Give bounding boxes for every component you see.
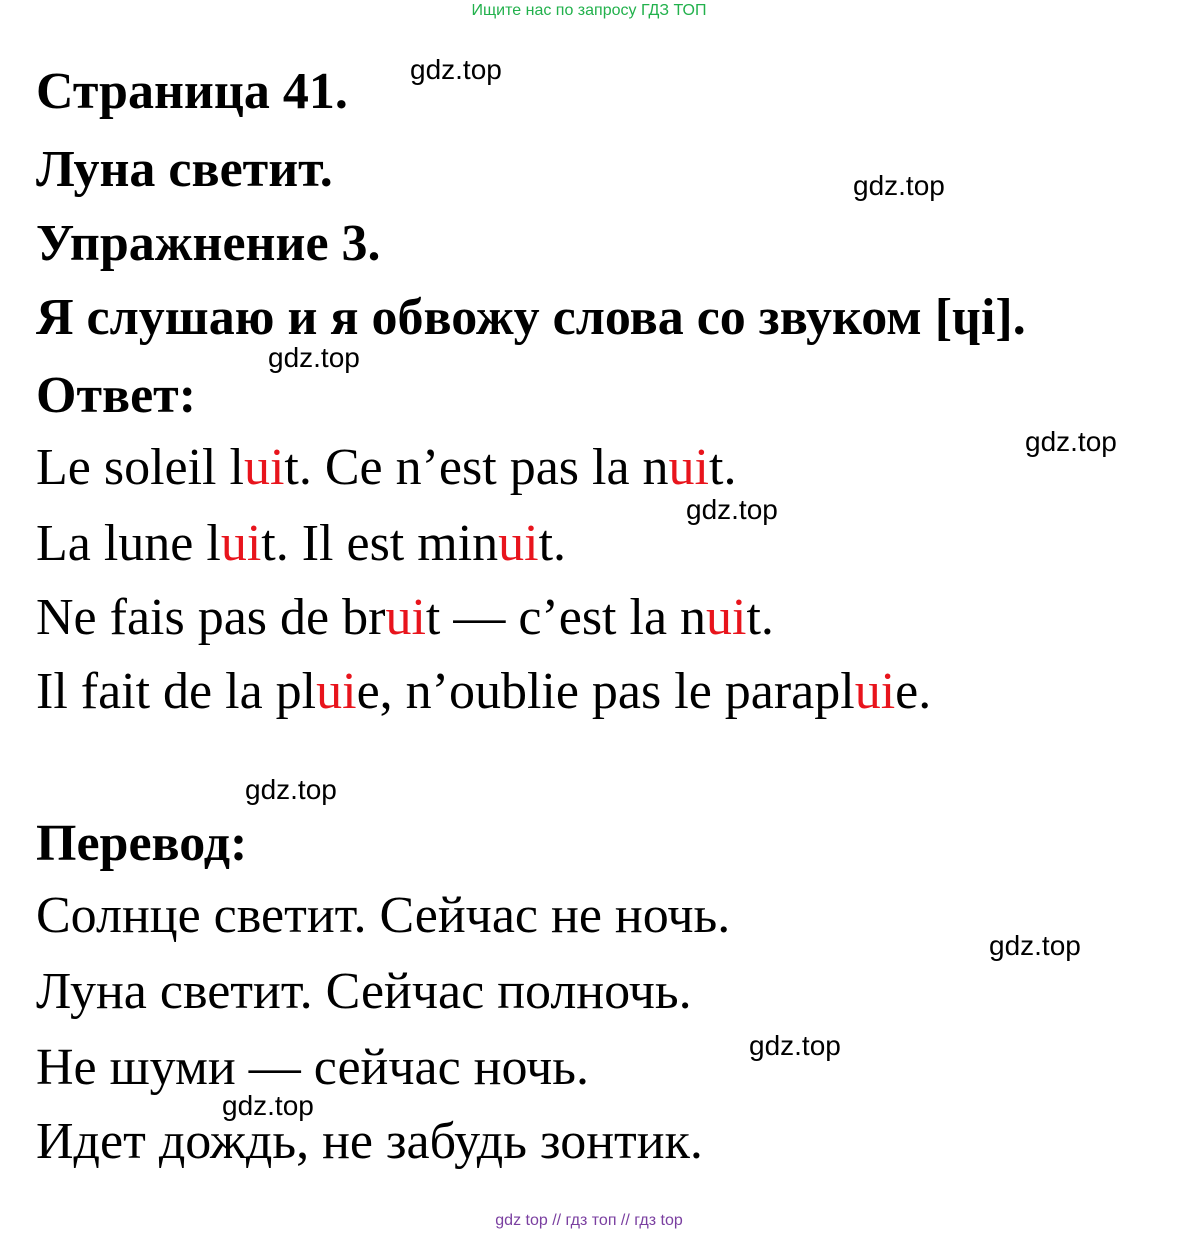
highlighted-sound: ui [706, 589, 747, 646]
answer-text: t — c’est la n [425, 589, 707, 646]
answer-text: Le soleil l [36, 439, 244, 496]
answer-text: t. [538, 515, 567, 572]
top-banner: Ищите нас по запросу ГДЗ ТОП [471, 2, 707, 19]
highlighted-sound: ui [220, 515, 262, 572]
highlighted-sound: ui [498, 515, 539, 572]
answer-text: Il fait de la pl [36, 663, 317, 720]
translation-line: Не шуми — сейчас ночь. [36, 1039, 590, 1096]
highlighted-sound: ui [668, 439, 709, 496]
highlighted-sound: ui [316, 663, 357, 720]
exercise-heading: Упражнение 3. [36, 215, 381, 272]
answer-heading: Ответ: [36, 367, 197, 424]
answer-text: t. Il est min [261, 515, 499, 572]
answer-text: Ne fais pas de br [36, 589, 386, 646]
watermark: gdz.top [245, 774, 337, 805]
answer-line [36, 588, 774, 648]
answer-text: t. Ce n’est pas la n [284, 439, 669, 496]
page-heading: Страница 41. [36, 63, 348, 120]
answer-text: La lune l [36, 515, 221, 572]
watermark: gdz.top [410, 54, 502, 85]
watermark: gdz.top [222, 1090, 314, 1121]
answer-text: e, n’oublie pas le parapl [356, 663, 855, 720]
footer: gdz top // гдз топ // гдз top [495, 1212, 683, 1229]
translation-line: Идет дождь, не забудь зонтик. [36, 1113, 703, 1170]
highlighted-sound: ui [243, 439, 285, 496]
answer-text: t. [709, 439, 737, 496]
translation-line: Луна светит. Сейчас полночь. [36, 963, 692, 1020]
answer-line [36, 662, 931, 722]
translation-line: Солнце светит. Сейчас не ночь. [36, 887, 731, 944]
title-heading: Луна светит. [36, 141, 333, 198]
answer-text: e. [895, 663, 932, 720]
translation-heading: Перевод: [36, 815, 248, 872]
watermark: gdz.top [1025, 426, 1117, 457]
task-heading: Я слушаю и я обвожу слова со звуком [ɥi]. [36, 289, 1026, 346]
answer-line [36, 514, 566, 574]
answer-line [36, 438, 736, 498]
watermark: gdz.top [989, 930, 1081, 961]
highlighted-sound: ui [854, 663, 896, 720]
answer-text: t. [746, 589, 774, 646]
watermark: gdz.top [749, 1030, 841, 1061]
highlighted-sound: ui [385, 589, 426, 646]
watermark: gdz.top [268, 342, 360, 373]
watermark: gdz.top [853, 170, 945, 201]
watermark: gdz.top [686, 494, 778, 525]
